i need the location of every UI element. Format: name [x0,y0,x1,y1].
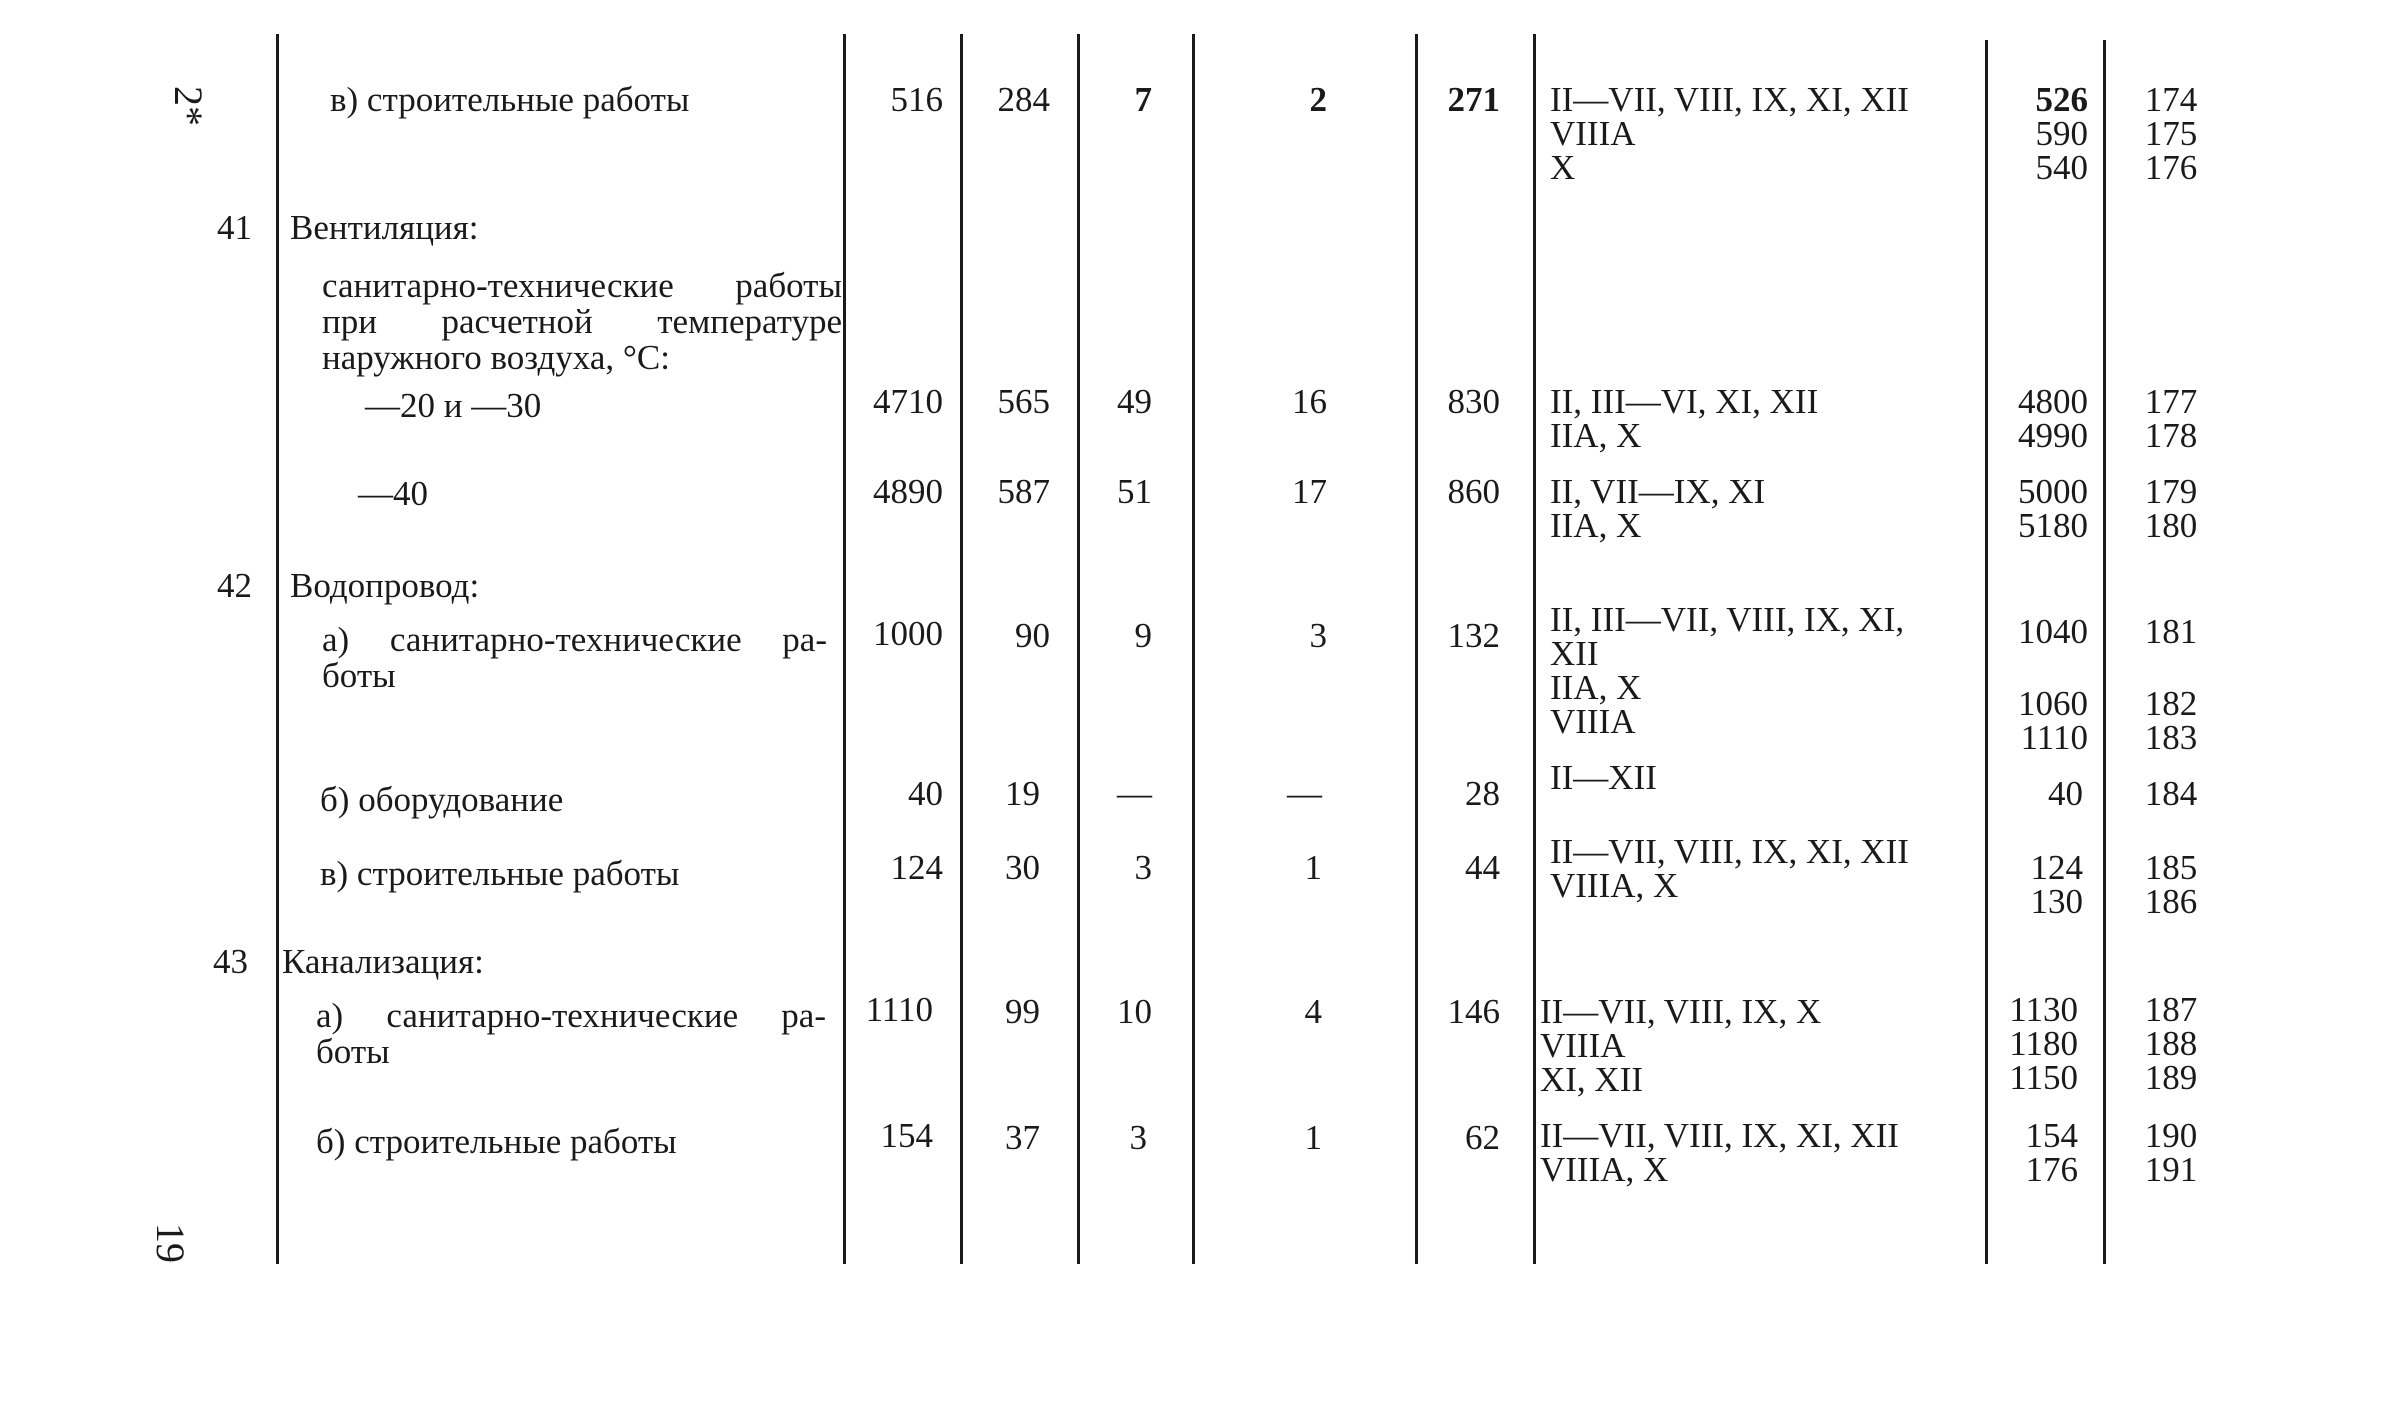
cell-c3: 49 [1117,382,1152,421]
row-label-multiline [322,268,842,376]
price-value: 176 [2025,1150,2078,1189]
label-line: наружного воздуха, °С: [322,338,670,377]
cell-c3: 9 [1134,616,1152,655]
section-title: Вентиляция: [290,208,479,247]
cell-c1: 124 [890,848,943,887]
label-line: санитарно-технические работы [322,266,842,305]
price-value: 590 [2035,114,2088,153]
page-number: 19 [148,1223,193,1263]
row-label-multiline [322,622,827,694]
region-line: VIIIA [1550,114,1636,153]
price-value: 40 [2048,774,2083,813]
item-id: 190 [2144,1116,2198,1155]
label-line: боты [316,1032,390,1071]
cell-c5: 44 [1465,848,1500,887]
row-label: —20 и —30 [365,386,542,425]
row-label: в) строительные работы [330,80,690,119]
region-line: VIIIA [1550,702,1636,741]
label-line: при расчетной температуре [322,302,842,341]
item-id: 187 [2144,990,2198,1029]
region-line: VIIIA, X [1540,1150,1669,1189]
price-value: 4800 [2018,382,2088,421]
cell-c5: 146 [1447,992,1500,1031]
price-value: 124 [2030,848,2083,887]
section-title: Водопровод: [290,566,480,605]
price-value: 1040 [2018,612,2088,651]
cell-c1: 4710 [873,382,943,421]
cell-c4: 4 [1304,992,1322,1031]
price-value: 1130 [2009,990,2078,1029]
cell-c4: 2 [1309,80,1327,119]
cell-c4: — [1287,774,1322,813]
cell-c1: 154 [880,1116,933,1155]
region-line: II—VII, VIII, IX, XI, XII [1540,1116,1899,1155]
price-value: 1150 [2009,1058,2078,1097]
cell-c3: 7 [1134,80,1152,119]
item-id: 189 [2144,1058,2198,1097]
region-line: II, VII—IX, XI [1550,472,1766,511]
cell-c2: 90 [1015,616,1050,655]
cell-c5: 132 [1447,616,1500,655]
price-value: 1180 [2009,1024,2078,1063]
region-line: VIIIA [1540,1026,1626,1065]
section-number: 42 [217,566,252,605]
region-line: IIA, X [1550,416,1642,455]
region-line: IIA, X [1550,506,1642,545]
cell-c3: 10 [1117,992,1152,1031]
row-label: б) оборудование [320,780,564,819]
region-line: II, III—VI, XI, XII [1550,382,1819,421]
cell-c5: 830 [1447,382,1500,421]
price-value: 1060 [2018,684,2088,723]
row-label: в) строительные работы [320,854,680,893]
price-value: 130 [2030,882,2083,921]
label-line: боты [322,656,396,695]
region-line: XII [1550,634,1599,673]
cell-c2: 99 [1005,992,1040,1031]
table-rule [276,34,279,1264]
price-value: 526 [2035,80,2088,119]
section-number: 41 [217,208,252,247]
cell-c2: 30 [1005,848,1040,887]
price-value: 540 [2035,148,2088,187]
item-id: 179 [2144,472,2198,511]
cell-c5: 271 [1447,80,1500,119]
item-id: 177 [2144,382,2198,421]
item-id: 178 [2144,416,2198,455]
item-id: 188 [2144,1024,2198,1063]
region-line: II—VII, VIII, IX, XI, XII [1550,80,1909,119]
item-id: 184 [2144,774,2198,813]
cell-c3: 3 [1129,1118,1147,1157]
cell-c3: — [1117,774,1152,813]
row-label: б) строительные работы [316,1122,677,1161]
region-line: X [1550,148,1576,187]
cell-c1: 4890 [873,472,943,511]
item-id: 175 [2144,114,2198,153]
region-line: II—XII [1550,758,1657,797]
cell-c2: 284 [997,80,1050,119]
cell-c4: 1 [1304,848,1322,887]
page-signature-mark: 2* [166,86,211,126]
item-id: 176 [2144,148,2198,187]
region-line: II—VII, VIII, IX, XI, XII [1550,832,1909,871]
cell-c4: 16 [1292,382,1327,421]
cell-c2: 19 [1005,774,1040,813]
region-line: II—VII, VIII, IX, X [1540,992,1822,1031]
item-id: 191 [2144,1150,2198,1189]
cell-c4: 3 [1309,616,1327,655]
region-line: II, III—VII, VIII, IX, XI, [1550,600,1905,639]
price-value: 5000 [2018,472,2088,511]
cell-c5: 62 [1465,1118,1500,1157]
item-id: 186 [2144,882,2198,921]
cell-c2: 587 [997,472,1050,511]
item-id: 185 [2144,848,2198,887]
cell-c4: 17 [1292,472,1327,511]
section-title: Канализация: [282,942,484,981]
cell-c3: 51 [1117,472,1152,511]
cell-c2: 37 [1005,1118,1040,1157]
cell-c1: 516 [890,80,943,119]
cell-c3: 3 [1134,848,1152,887]
item-id: 183 [2144,718,2198,757]
price-value: 4990 [2018,416,2088,455]
cell-c1: 1000 [873,614,943,653]
cell-c4: 1 [1304,1118,1322,1157]
item-id: 174 [2144,80,2198,119]
item-id: 182 [2144,684,2198,723]
cell-c5: 860 [1447,472,1500,511]
cell-c2: 565 [997,382,1050,421]
price-value: 5180 [2018,506,2088,545]
row-label: —40 [358,474,428,513]
price-value: 154 [2025,1116,2078,1155]
item-id: 180 [2144,506,2198,545]
label-line: а) санитарно-технические ра- [316,996,826,1035]
section-number: 43 [213,942,248,981]
cell-c1: 1110 [865,990,933,1029]
region-line: VIIIA, X [1550,866,1679,905]
cell-c5: 28 [1465,774,1500,813]
region-line: IIA, X [1550,668,1642,707]
cell-c1: 40 [908,774,943,813]
row-label-multiline [316,998,826,1070]
price-value: 1110 [2020,718,2088,757]
table-rule [1533,34,1536,1264]
region-line: XI, XII [1540,1060,1644,1099]
label-line: а) санитарно-технические ра- [322,620,827,659]
item-id: 181 [2144,612,2198,651]
